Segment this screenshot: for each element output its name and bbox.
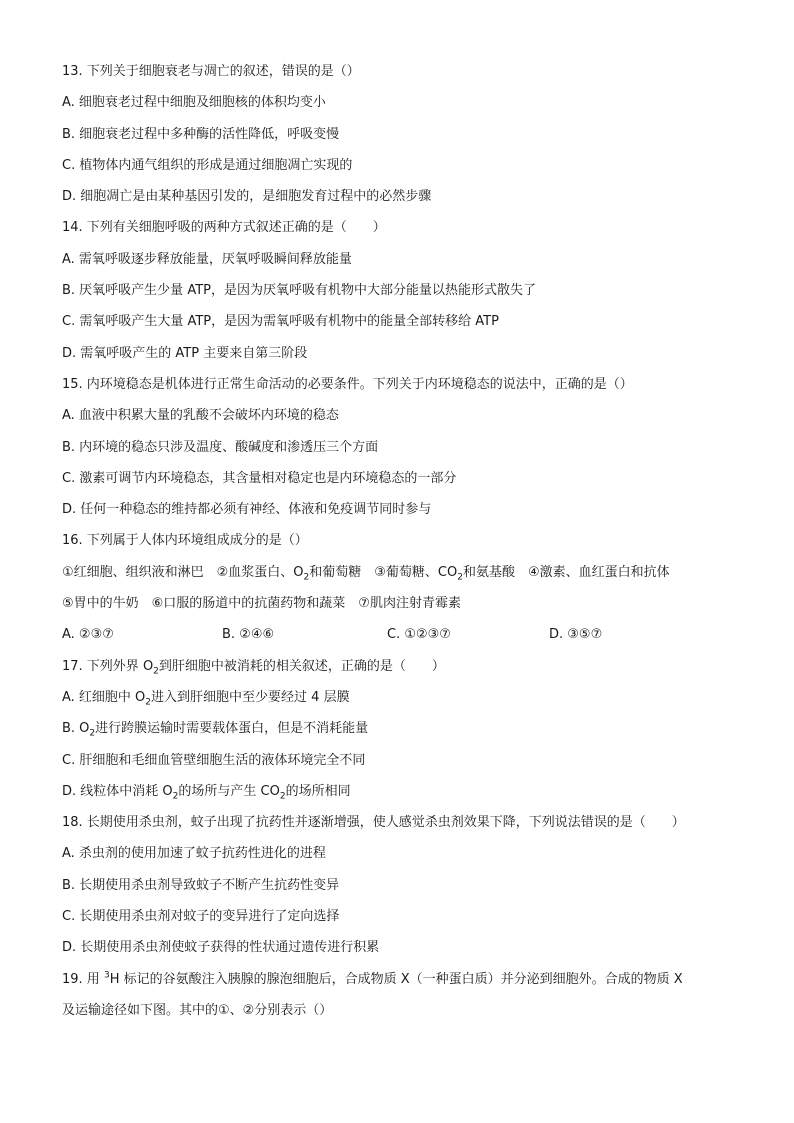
q16-items-part-b: 和葡萄糖 ③葡萄糖、CO bbox=[309, 564, 458, 580]
q17-option-a bbox=[62, 688, 732, 708]
q19-stem-part-b: H 标记的谷氨酸注入胰腺的腺泡细胞后，合成物质 X（一种蛋白质）并分泌到细胞外。合成的物质 X bbox=[109, 971, 683, 987]
subscript: 2 bbox=[153, 666, 159, 677]
q16-option-d: D. ③⑤⑦ bbox=[549, 627, 603, 643]
q17-stem-part-b: 到肝细胞中被消耗的相关叙述，正确的是（ ） bbox=[158, 658, 445, 674]
q18-option-d: D. 长期使用杀虫剂使蚊子获得的性状通过遗传进行积累 bbox=[62, 940, 380, 956]
q17-a-part-b: 进入到肝细胞中至少要经过 4 层膜 bbox=[151, 689, 350, 705]
q13-option-b: B. 细胞衰老过程中多种酶的活性降低，呼吸变慢 bbox=[62, 126, 340, 142]
q16-items-part-c: 和氨基酸 ④激素、血红蛋白和抗体 bbox=[462, 564, 670, 580]
subscript: 2 bbox=[457, 572, 463, 583]
q13-option-d: D. 细胞凋亡是由某种基因引发的，是细胞发育过程中的必然步骤 bbox=[62, 189, 432, 205]
q19-stem-line2: 及运输途径如下图。其中的①、②分别表示（） bbox=[62, 1002, 333, 1018]
q16-items-line2: ⑤胃中的牛奶 ⑥口服的肠道中的抗菌药物和蔬菜 ⑦肌肉注射青霉素 bbox=[62, 596, 461, 612]
q17-option-d bbox=[62, 782, 732, 802]
q15-option-a: A. 血液中积累大量的乳酸不会破坏内环境的稳态 bbox=[62, 408, 339, 424]
q18-option-a: A. 杀虫剂的使用加速了蚊子抗药性进化的进程 bbox=[62, 846, 326, 862]
q17-option-b bbox=[62, 719, 732, 739]
q13-option-c: C. 植物体内通气组织的形成是通过细胞凋亡实现的 bbox=[62, 157, 353, 173]
q17-stem bbox=[62, 657, 732, 677]
q17-stem-part-a: 17. 下列外界 O bbox=[62, 658, 154, 674]
q13-option-a: A. 细胞衰老过程中细胞及细胞核的体积均变小 bbox=[62, 95, 326, 111]
q14-option-d: D. 需氧呼吸产生的 ATP 主要来自第三阶段 bbox=[62, 345, 308, 361]
q15-option-d: D. 任何一种稳态的维持都必须有神经、体液和免疫调节同时参与 bbox=[62, 502, 432, 518]
q15-option-c: C. 激素可调节内环境稳态，其含量相对稳定也是内环境稳态的一部分 bbox=[62, 470, 457, 486]
q15-option-b: B. 内环境的稳态只涉及温度、酸碱度和渗透压三个方面 bbox=[62, 439, 379, 455]
exam-page bbox=[62, 62, 732, 1032]
q18-option-b: B. 长期使用杀虫剂导致蚊子不断产生抗药性变异 bbox=[62, 877, 340, 893]
q15-stem: 15. 内环境稳态是机体进行正常生命活动的必要条件。下列关于内环境稳态的说法中，正确的是（） bbox=[62, 376, 633, 392]
q14-stem: 14. 下列有关细胞呼吸的两种方式叙述正确的是（ ） bbox=[62, 220, 386, 236]
q18-option-c: C. 长期使用杀虫剂对蚊子的变异进行了定向选择 bbox=[62, 909, 340, 925]
subscript: 2 bbox=[145, 697, 152, 708]
q17-b-part-a: B. O bbox=[62, 721, 90, 737]
q16-stem: 16. 下列属于人体内环境组成成分的是（） bbox=[62, 533, 308, 549]
q17-d-part-c: 的场所相同 bbox=[285, 783, 351, 799]
q17-a-part-a: A. 红细胞中 O bbox=[62, 689, 146, 705]
q16-options bbox=[62, 625, 732, 645]
q16-items-part-a: ①红细胞、组织液和淋巴 ②血浆蛋白、O bbox=[62, 564, 304, 580]
q16-option-c: C. ①②③⑦ bbox=[387, 627, 451, 643]
q14-option-c: C. 需氧呼吸产生大量 ATP，是因为需氧呼吸有机物中的能量全部转移给 ATP bbox=[62, 314, 499, 330]
subscript: 2 bbox=[279, 791, 286, 802]
q16-option-b: B. ②④⑥ bbox=[222, 627, 275, 643]
q17-b-part-b: 进行跨膜运输时需要载体蛋白，但是不消耗能量 bbox=[95, 721, 369, 737]
superscript: 3 bbox=[103, 970, 110, 981]
subscript: 2 bbox=[172, 791, 179, 802]
q18-stem: 18. 长期使用杀虫剂，蚊子出现了抗药性并逐渐增强，使人感觉杀虫剂效果下降，下列说法错误的是（ ） bbox=[62, 815, 685, 831]
subscript: 2 bbox=[89, 728, 96, 739]
q14-option-a: A. 需氧呼吸逐步释放能量，厌氧呼吸瞬间释放能量 bbox=[62, 251, 352, 267]
q17-option-c: C. 肝细胞和毛细血管壁细胞生活的液体环境完全不同 bbox=[62, 752, 366, 768]
q14-option-b: B. 厌氧呼吸产生少量 ATP，是因为厌氧呼吸有机物中大部分能量以热能形式散失了 bbox=[62, 283, 536, 299]
q16-option-a: A. ②③⑦ bbox=[62, 627, 114, 643]
q17-d-part-a: D. 线粒体中消耗 O bbox=[62, 783, 173, 799]
q19-stem-part-a: 19. 用 bbox=[62, 971, 104, 987]
subscript: 2 bbox=[303, 572, 310, 583]
q13-stem: 13. 下列关于细胞衰老与凋亡的叙述，错误的是（） bbox=[62, 64, 360, 79]
q17-d-part-b: 的场所与产生 CO bbox=[178, 783, 280, 799]
q19-stem-line1 bbox=[62, 970, 732, 990]
q16-items-line1 bbox=[62, 563, 732, 583]
